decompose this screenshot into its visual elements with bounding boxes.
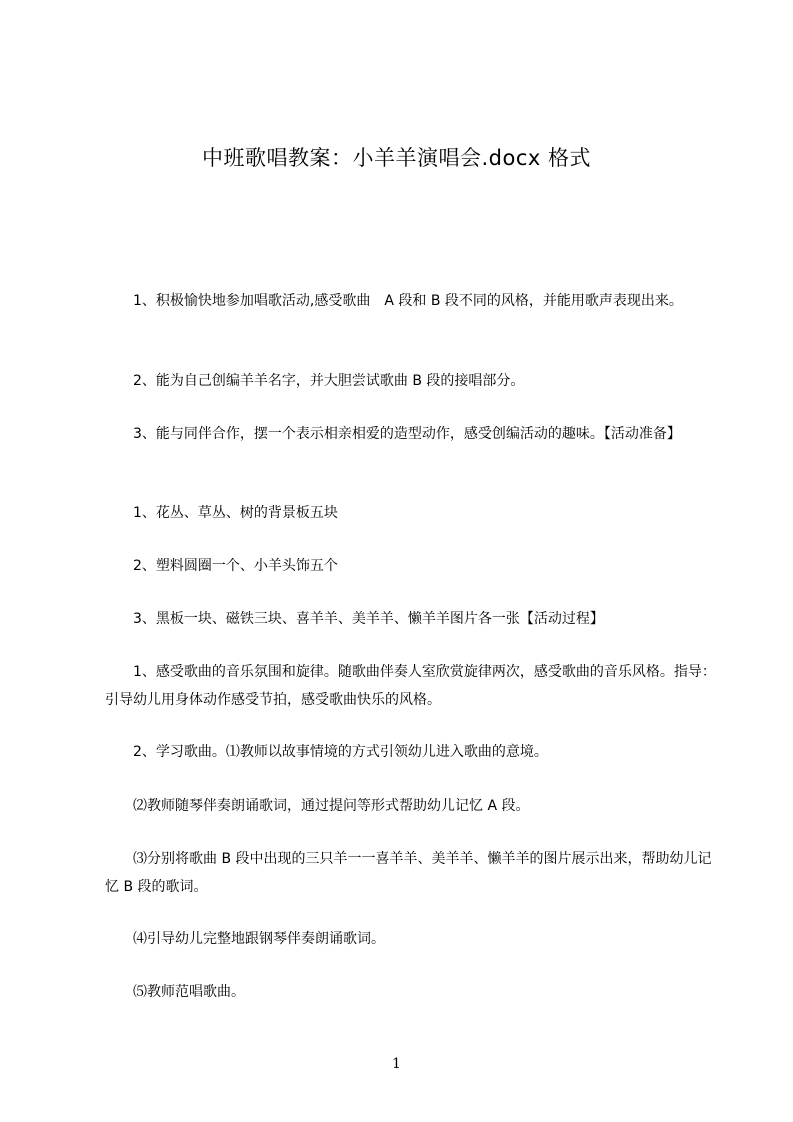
page-number: 1 [392,1056,401,1072]
paragraph-goal-2: 2、能为自己创编羊羊名字，并大胆尝试歌曲 B 段的接唱部分。 [133,373,525,389]
paragraph-prep-1: 1、花丛、草丛、树的背景板五块 [133,505,338,521]
paragraph-goal-1: 1、积极愉快地参加唱歌活动,感受歌曲 A 段和 B 段不同的风格，并能用歌声表现出来。 [133,293,683,309]
paragraph-process-2: 2、学习歌曲。⑴教师以故事情境的方式引领幼儿进入歌曲的意境。 [133,744,548,760]
paragraph-process-2-e: ⑸教师范唱歌曲。 [133,984,245,1000]
paragraph-process-2-d: ⑷引导幼儿完整地跟钢琴伴奏朗诵歌词。 [133,931,385,947]
paragraph-process-1: 1、感受歌曲的音乐氛围和旋律。随歌曲伴奏人室欣赏旋律两次，感受歌曲的音乐风格。指导：引导幼儿用身体动作感受节拍，感受歌曲快乐的风格。 [105,664,716,708]
paragraph-process-2-b: ⑵教师随琴伴奏朗诵歌词，通过提问等形式帮助幼儿记忆 A 段。 [133,798,530,814]
document-title: 中班歌唱教案：小羊羊演唱会.docx 格式 [201,146,591,170]
paragraph-prep-3: 3、黑板一块、磁铁三块、喜羊羊、美羊羊、懒羊羊图片各一张【活动过程】 [133,611,604,627]
paragraph-process-2-c: ⑶分别将歌曲 B 段中出现的三只羊一一喜羊羊、美羊羊、懒羊羊的图片展示出来，帮助幼儿记忆 B 段的歌词。 [105,851,712,895]
paragraph-prep-2: 2、塑料圆圈一个、小羊头饰五个 [133,558,338,574]
paragraph-goal-3: 3、能与同伴合作，摆一个表示相亲相爱的造型动作，感受创编活动的趣味。【活动准备】 [133,426,681,442]
